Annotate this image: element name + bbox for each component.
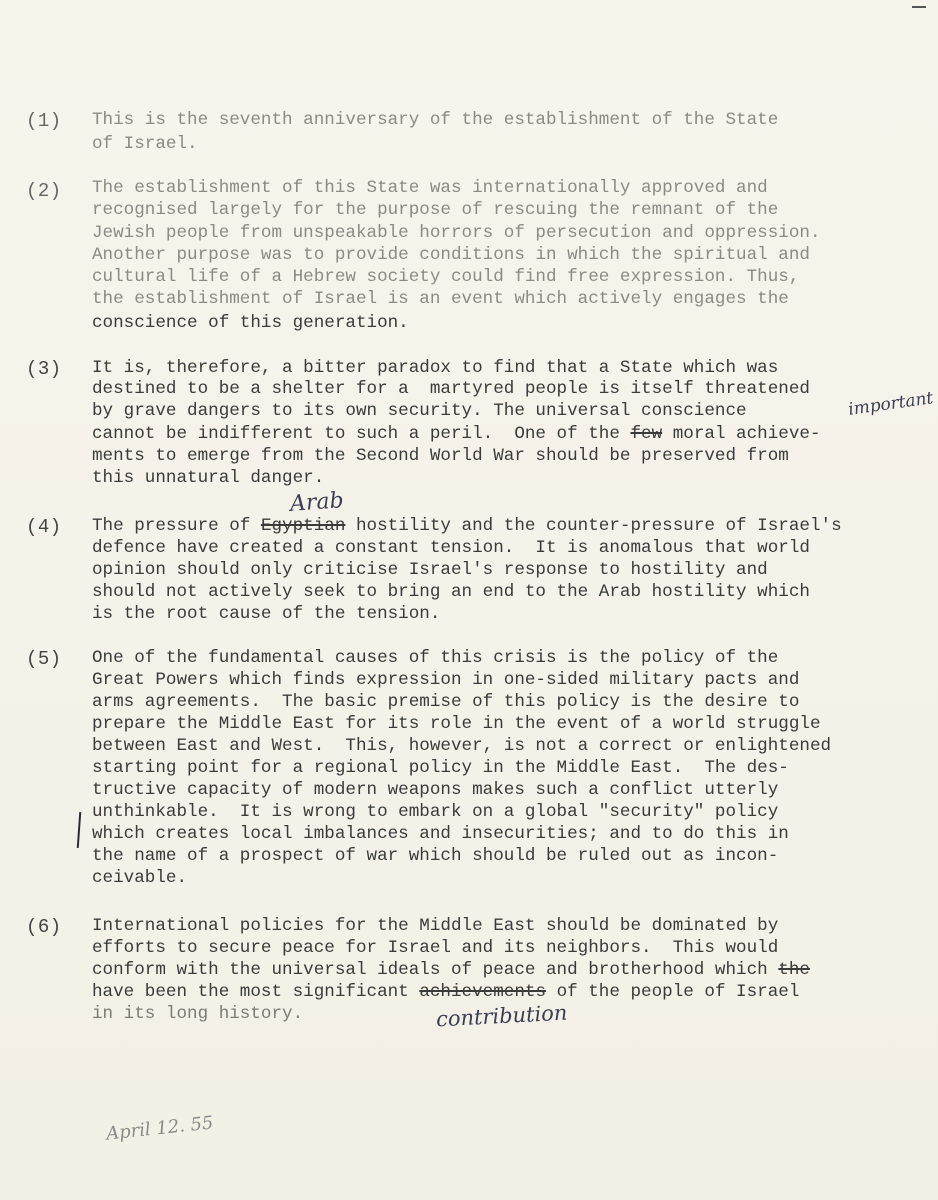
handwritten-important: important [847, 388, 935, 420]
paragraph-line: Another purpose was to provide conditions in which the spiritual and [92, 245, 810, 265]
margin-mark [77, 812, 82, 848]
paragraph-number: (2) [26, 180, 62, 202]
handwritten-date: April 12. 55 [105, 1112, 215, 1145]
struck-word: the [778, 960, 810, 980]
paragraph-line: is the root cause of the tension. [92, 604, 441, 624]
paragraph-line: The establishment of this State was internationally approved and [92, 178, 768, 198]
struck-word: Egyptian [260, 516, 346, 536]
paragraph-line: ceivable. [92, 868, 188, 888]
struck-word: few [630, 424, 663, 444]
paragraph-line: prepare the Middle East for its role in the event of a world struggle [92, 714, 821, 734]
paragraph-line [92, 518, 842, 536]
paragraph-line: Great Powers which finds expression in one-sided military pacts and [92, 670, 800, 690]
paragraph-number: (6) [26, 916, 62, 938]
line-rest: hostility and the counter-pressure of Israel's [345, 516, 842, 536]
line-start: The pressure of [92, 516, 261, 536]
paragraph-line: in its long history. [92, 1004, 304, 1024]
paragraph-line: conscience of this generation. [92, 313, 409, 333]
paragraph-line: This is the seventh anniversary of the establishment of the State [92, 110, 779, 130]
line-rest: of the people of Israel [546, 982, 800, 1002]
paragraph-line: efforts to secure peace for Israel and its neighbors. This would [92, 938, 779, 958]
paragraph-line: ments to emerge from the Second World War should be preserved from [92, 446, 789, 466]
corner-mark [912, 6, 926, 8]
paragraph-line: It is, therefore, a bitter paradox to find that a State which was [92, 358, 779, 378]
paragraph-line [92, 426, 821, 444]
line-start: conform with the universal ideals of peace and brotherhood which [92, 960, 779, 980]
paragraph-line: arms agreements. The basic premise of this policy is the desire to [92, 692, 800, 712]
paragraph-line [92, 962, 810, 980]
paragraph-number: (5) [26, 648, 62, 670]
paragraph-number: (4) [26, 516, 62, 538]
paragraph-line: cultural life of a Hebrew society could find free expression. Thus, [92, 267, 800, 287]
paragraph-line: International policies for the Middle East should be dominated by [92, 916, 779, 936]
paragraph-line: tructive capacity of modern weapons makes such a conflict utterly [92, 780, 779, 800]
paragraph-line: starting point for a regional policy in the Middle East. The des- [92, 758, 789, 778]
paragraph-line: defence have created a constant tension. It is anomalous that world [92, 538, 810, 558]
paragraph-line: which creates local imbalances and insecurities; and to do this in [92, 824, 789, 844]
paragraph-number: (1) [26, 110, 62, 132]
paragraph-line: between East and West. This, however, is not a correct or enlightened [92, 736, 832, 756]
paragraph-line: One of the fundamental causes of this crisis is the policy of the [92, 648, 779, 668]
paragraph-line: the establishment of Israel is an event which actively engages the [92, 289, 789, 309]
line-rest: moral achieve- [662, 424, 821, 444]
paragraph-line: opinion should only criticise Israel's response to hostility and [92, 560, 768, 580]
paragraph-line: the name of a prospect of war which should be ruled out as incon- [92, 846, 779, 866]
paragraph-line: by grave dangers to its own security. The universal conscience [92, 401, 747, 421]
paragraph-line: recognised largely for the purpose of rescuing the remnant of the [92, 200, 779, 220]
paragraph-line: this unnatural danger. [92, 468, 325, 488]
paragraph-line: Jewish people from unspeakable horrors of persecution and oppression. [92, 223, 821, 243]
struck-word: achievements [419, 982, 547, 1002]
paragraph-number: (3) [26, 358, 62, 380]
line-start: have been the most significant [92, 982, 420, 1002]
paragraph-line: destined to be a shelter for a martyred people is itself threatened [92, 379, 810, 399]
paragraph-line: of Israel. [92, 134, 198, 154]
handwritten-arab: Arab [289, 488, 345, 517]
line-start: cannot be indifferent to such a peril. One of the [92, 424, 631, 444]
paragraph-line: unthinkable. It is wrong to embark on a global "security" policy [92, 802, 779, 822]
paragraph-line: should not actively seek to bring an end to the Arab hostility which [92, 582, 810, 602]
handwritten-contribution: contribution [435, 1000, 568, 1032]
paragraph-line [92, 984, 799, 1002]
